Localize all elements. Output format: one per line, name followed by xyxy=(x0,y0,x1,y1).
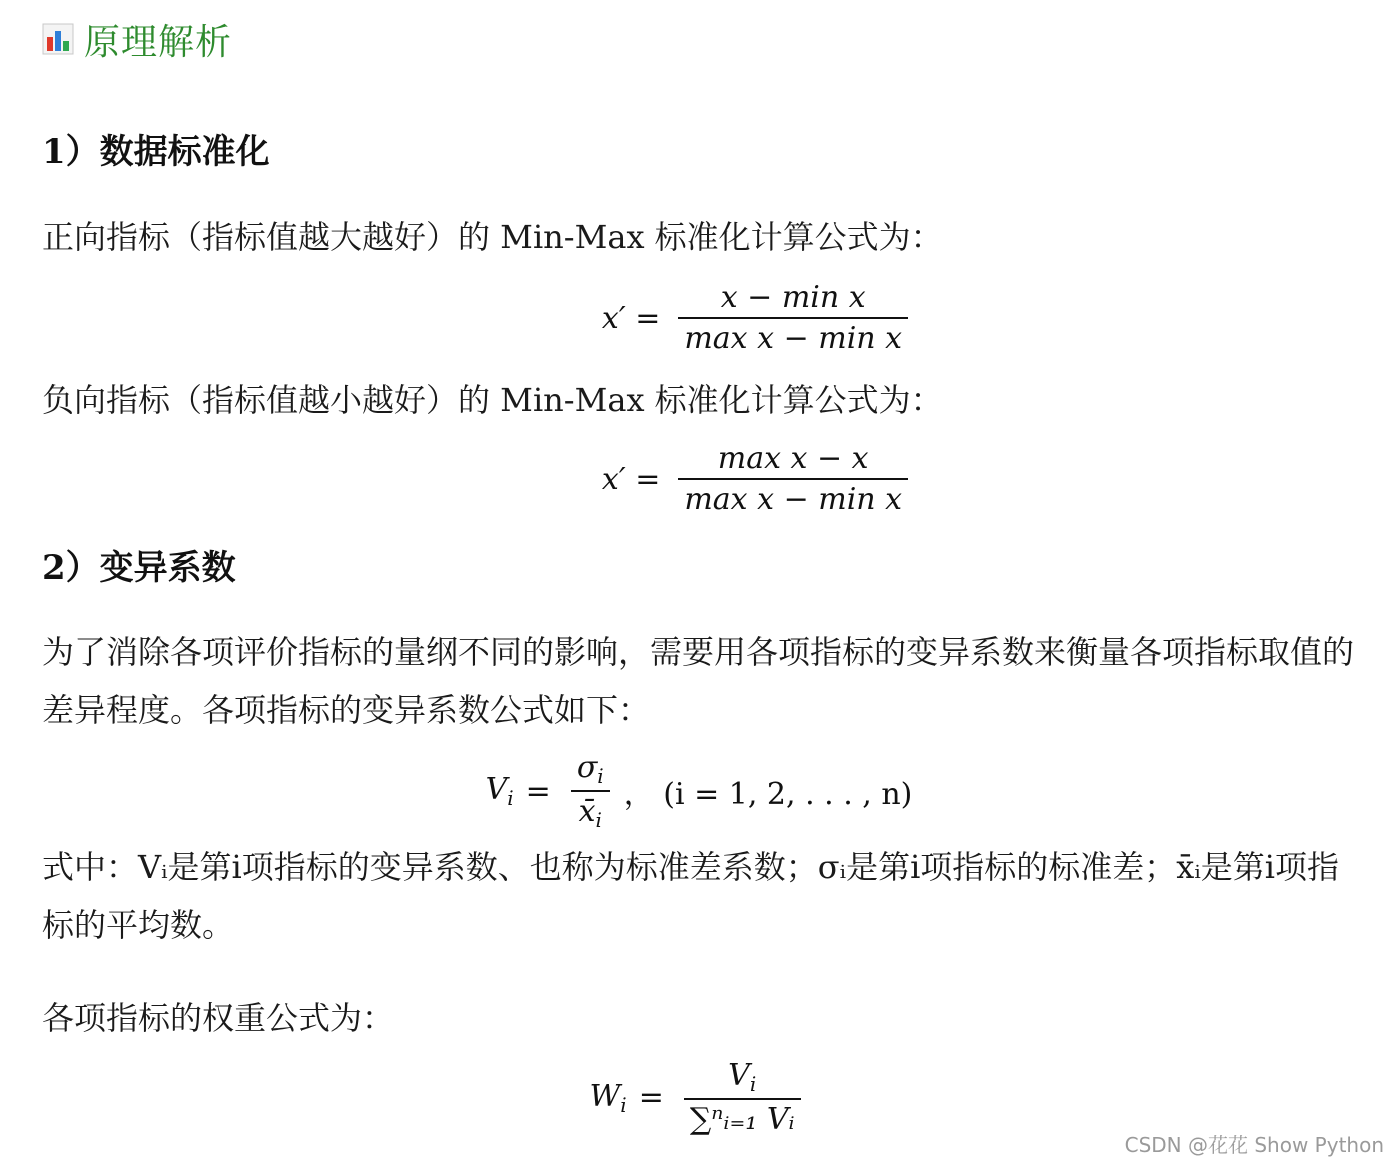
formula-variation xyxy=(0,748,1398,834)
title-text: 原理解析 xyxy=(84,21,233,63)
formula-negative-numerator: max x − x xyxy=(717,441,869,476)
positive-indicator-text: 正向指标（指标值越大越好）的 Min-Max 标准化计算公式为： xyxy=(42,218,943,256)
formula-negative-fraction xyxy=(678,439,908,519)
explanation-paragraph xyxy=(42,838,1362,954)
heading-variation-coefficient: 2）变异系数 xyxy=(42,548,236,588)
watermark: CSDN @花花 Show Python xyxy=(1124,1133,1384,1157)
formula-variation-fraction xyxy=(571,748,610,834)
weights-text: 各项指标的权重公式为： xyxy=(42,999,395,1037)
formula-positive-denominator: max x − min x xyxy=(684,321,903,356)
formula-variation-eq: = xyxy=(525,773,551,809)
formula-negative-lhs: x′ = xyxy=(601,461,661,497)
formula-weights-eq: = xyxy=(638,1080,664,1115)
bar-chart-icon xyxy=(42,23,74,55)
formula-positive xyxy=(60,278,1398,358)
formula-weights-fraction xyxy=(684,1056,801,1139)
formula-weights-numerator: $V_i$ xyxy=(728,1058,757,1096)
formula-weights-lhs: $W_i$ xyxy=(589,1078,627,1117)
heading-normalization: 1）数据标准化 xyxy=(42,132,270,172)
section-title xyxy=(42,14,232,64)
formula-positive-fraction xyxy=(678,278,908,358)
explanation-line-2: 标的平均数。 xyxy=(42,906,235,944)
formula-positive-lhs: x′ = xyxy=(601,300,661,336)
intro-line-2: 差异程度。各项指标的变异系数公式如下： xyxy=(42,691,651,729)
explanation-line-1: 式中：Vᵢ是第i项指标的变异系数、也称为标准差系数；σᵢ是第i项指标的标准差；x̄ᵢ是第i项指 xyxy=(42,848,1340,886)
formula-variation-numerator: $\sigma_i$ xyxy=(576,750,604,788)
formula-weights-denominator: ∑ⁿᵢ₌₁ Vᵢ xyxy=(689,1102,795,1137)
formula-weights xyxy=(0,1056,1398,1139)
formula-positive-numerator: x − min x xyxy=(720,280,866,315)
formula-negative xyxy=(60,439,1398,519)
negative-indicator-text: 负向指标（指标值越小越好）的 Min-Max 标准化计算公式为： xyxy=(42,381,943,419)
formula-variation-lhs: $V_i$ xyxy=(485,772,514,810)
formula-negative-denominator: max x − min x xyxy=(684,482,903,517)
formula-variation-condition: ， (i = 1, 2, . . . , n) xyxy=(623,777,913,812)
intro-paragraph xyxy=(42,623,1362,739)
intro-line-1: 为了消除各项评价指标的量纲不同的影响，需要用各项指标的变异系数来衡量各项指标取值的 xyxy=(42,633,1355,671)
formula-variation-denominator: $x̄_i$ xyxy=(578,794,602,832)
